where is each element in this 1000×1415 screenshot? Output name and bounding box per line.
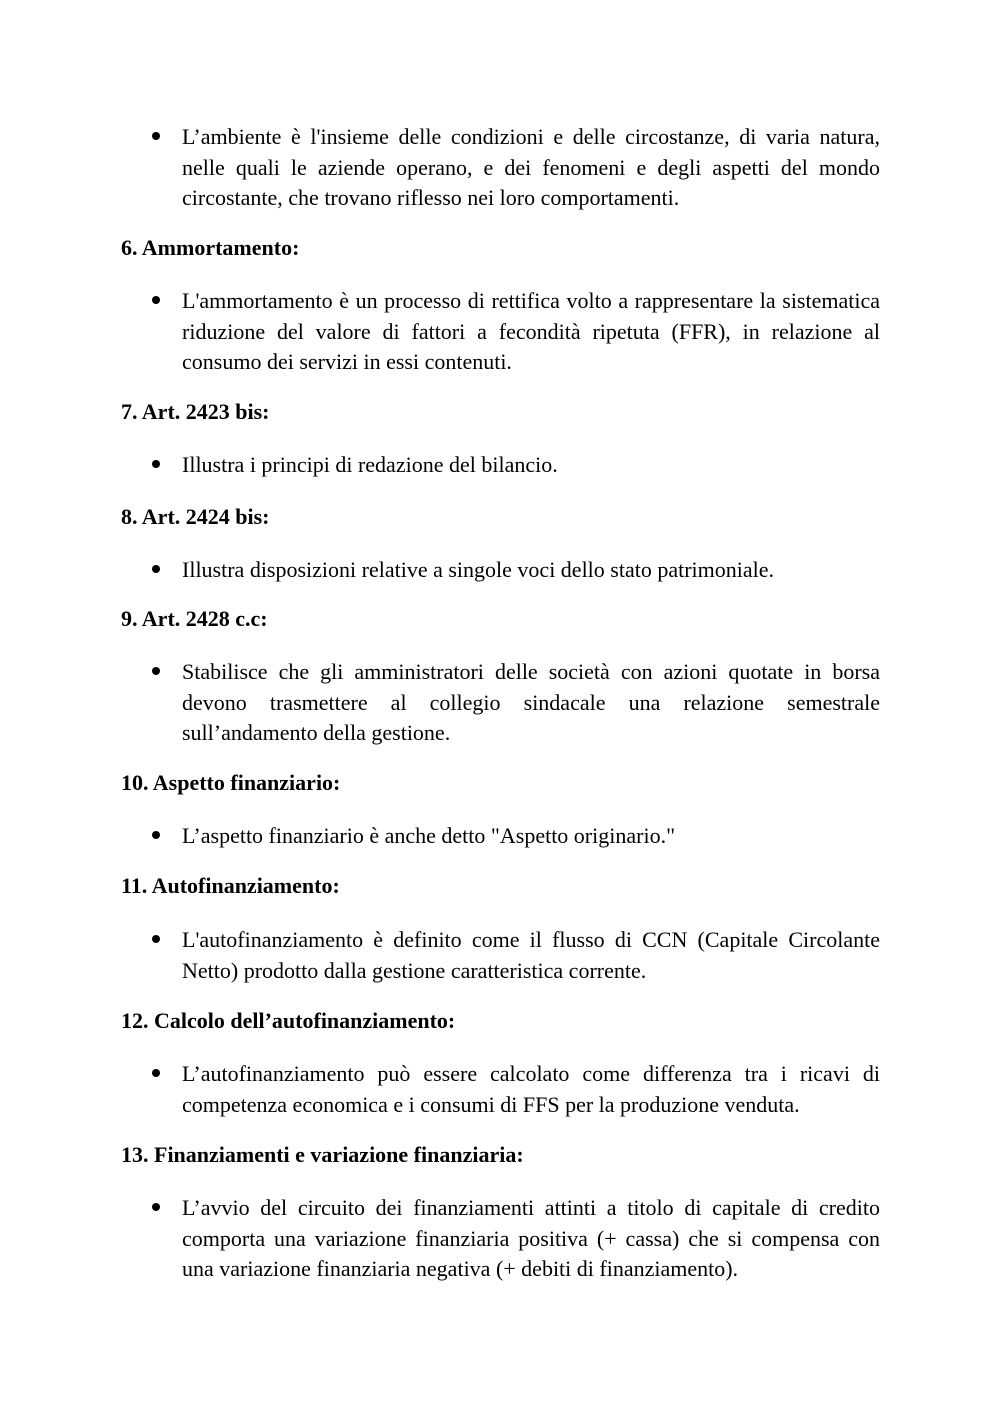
bullet-text: L’aspetto finanziario è anche detto "Aspetto originario." xyxy=(182,823,676,848)
section-heading-calcolo-autofinanziamento: 12. Calcolo dell’autofinanziamento: xyxy=(121,1008,456,1033)
bullet-dot-icon xyxy=(152,296,160,304)
bullet-text: L’avvio del circuito dei finanziamenti attinti a titolo di capitale di credito comporta una variazione finanziaria positiva (+ cassa) che si compensa con una variazione finanziaria negativa (+ debiti di finanziamento). xyxy=(182,1195,880,1281)
bullet-dot-icon xyxy=(152,132,160,140)
bullet-text: Illustra i principi di redazione del bilancio. xyxy=(182,452,558,477)
section-heading-art-2423-bis: 7. Art. 2423 bis: xyxy=(121,399,270,424)
bullet-text: L'ammortamento è un processo di rettifica volto a rappresentare la sistematica riduzione del valore di fattori a fecondità ripetuta (FFR), in relazione al consumo dei servizi in essi contenuti. xyxy=(182,288,880,374)
section-heading-aspetto-finanziario: 10. Aspetto finanziario: xyxy=(121,770,341,795)
bullet-dot-icon xyxy=(152,565,160,573)
bullet-dot-icon xyxy=(152,1069,160,1077)
section-heading-art-2424-bis: 8. Art. 2424 bis: xyxy=(121,504,270,529)
section-heading-finanziamenti-variazione: 13. Finanziamenti e variazione finanziaria: xyxy=(121,1142,524,1167)
bullet-text: L’autofinanziamento può essere calcolato come differenza tra i ricavi di competenza economica e i consumi di FFS per la produzione venduta. xyxy=(182,1061,880,1117)
bullet-dot-icon xyxy=(152,667,160,675)
section-heading-art-2428-cc: 9. Art. 2428 c.c: xyxy=(121,606,268,631)
bullet-text: L'autofinanziamento è definito come il flusso di CCN (Capitale Circolante Netto) prodotto dalla gestione caratteristica corrente. xyxy=(182,927,880,983)
section-heading-autofinanziamento: 11. Autofinanziamento: xyxy=(121,873,340,898)
bullet-text: Illustra disposizioni relative a singole voci dello stato patrimoniale. xyxy=(182,557,775,582)
section-heading-ammortamento: 6. Ammortamento: xyxy=(121,235,300,260)
bullet-dot-icon xyxy=(152,831,160,839)
bullet-text: L’ambiente è l'insieme delle condizioni e delle circostanze, di varia natura, nelle quali le aziende operano, e dei fenomeni e degli aspetti del mondo circostante, che trovano riflesso nei loro comportamenti. xyxy=(182,124,880,210)
bullet-dot-icon xyxy=(152,935,160,943)
bullet-dot-icon xyxy=(152,1203,160,1211)
bullet-text: Stabilisce che gli amministratori delle società con azioni quotate in borsa devono trasmettere al collegio sindacale una relazione semestrale sull’andamento della gestione. xyxy=(182,659,880,745)
bullet-dot-icon xyxy=(152,460,160,468)
